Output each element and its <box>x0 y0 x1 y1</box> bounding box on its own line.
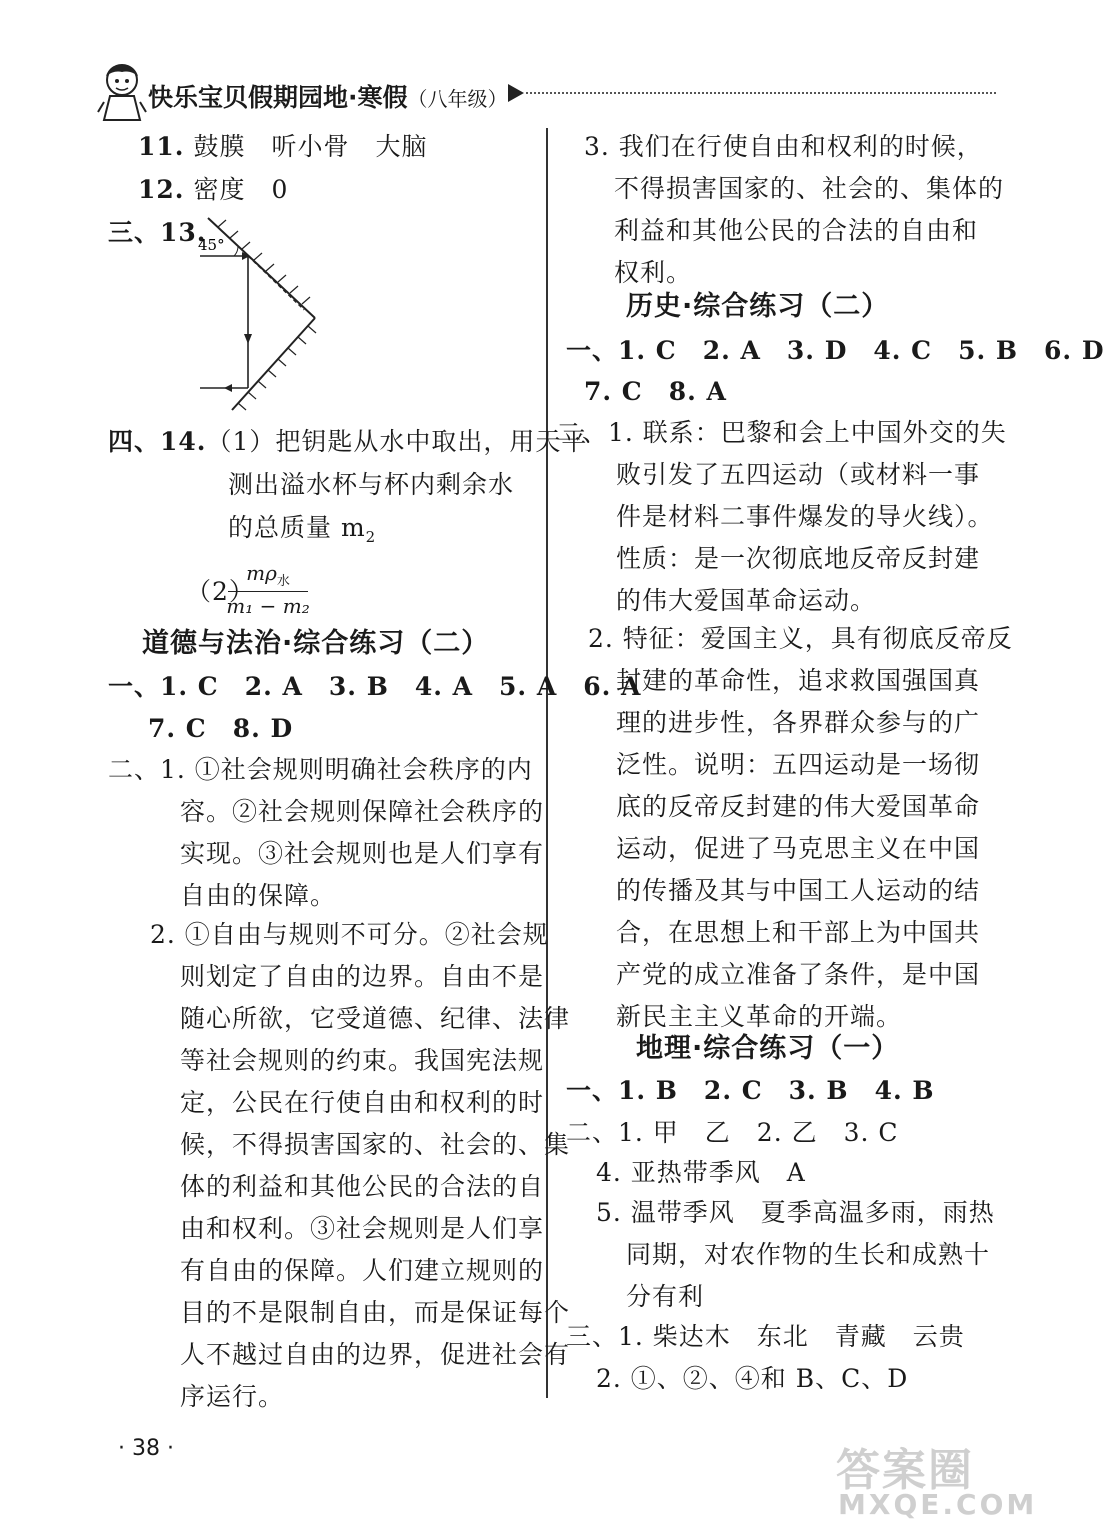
text-line: 的伟大爱国革命运动。 <box>616 586 877 615</box>
moral-mc-row1: 一、1. C 2. A 3. B 4. A 5. A 6. A <box>108 672 642 701</box>
text-line: 有自由的保障。人们建立规则的 <box>180 1256 545 1285</box>
text-line: 二、1. ①社会规则明确社会秩序的内 <box>108 755 533 784</box>
answer-text: （1）把钥匙从水中取出，用天平 <box>206 427 588 456</box>
subscript: 2 <box>365 528 377 546</box>
answer-text: 密度 0 <box>193 175 289 204</box>
text-line: 的传播及其与中国工人运动的结 <box>616 876 981 905</box>
answer-num: 三、13. <box>108 218 207 247</box>
mirror-reflection-diagram <box>190 212 330 417</box>
answer-num: 四、14. <box>108 427 207 456</box>
fraction-numerator <box>228 561 308 589</box>
header-dotted-rule <box>526 92 996 94</box>
text-line: 目的不是限制自由，而是保证每个 <box>180 1298 571 1327</box>
text-line: 人不越过自由的边界，促进社会有 <box>180 1340 571 1369</box>
history-mc-row2: 7. C 8. A <box>584 377 727 406</box>
answer-text: 的总质量 m <box>228 513 366 542</box>
answer-12 <box>138 175 288 205</box>
watermark-logo: 答案圈 <box>836 1445 974 1496</box>
answer-text: 鼓膜 听小骨 大脑 <box>193 132 428 161</box>
text-line: 权利。 <box>614 258 693 287</box>
text-line: 泛性。说明：五四运动是一场彻 <box>616 750 981 779</box>
text-line: 序运行。 <box>180 1382 285 1411</box>
page-number: · 38 · <box>118 1436 174 1461</box>
answer-num: 12. <box>138 175 185 204</box>
numerator-sub: 水 <box>276 574 290 589</box>
answer-num: 11. <box>138 132 185 161</box>
text-line: 实现。③社会规则也是人们享有 <box>180 839 545 868</box>
geo-answer-2-4: 4. 亚热带季风 A <box>596 1158 806 1187</box>
text-line: 定，公民在行使自由和权利的时 <box>180 1088 545 1117</box>
mascot-icon <box>96 62 148 130</box>
text-line: 封建的革命性，追求救国强国真 <box>616 666 981 695</box>
header-title: 快乐宝贝假期园地·寒假 <box>148 83 408 112</box>
geo-mc-row: 一、1. B 2. C 3. B 4. B <box>566 1076 935 1105</box>
text-line: 合，在思想上和干部上为中国共 <box>616 918 981 947</box>
text-line: 随心所欲，它受道德、纪律、法律 <box>180 1004 571 1033</box>
answer-14-line3 <box>228 513 376 552</box>
angle-label: 45° <box>198 236 225 254</box>
text-line: 底的反帝反封建的伟大爱国革命 <box>616 792 981 821</box>
section-title-history: 历史·综合练习（二） <box>626 291 890 322</box>
text-line: 件是材料二事件爆发的导火线）。 <box>616 502 994 531</box>
history-mc-row1: 一、1. C 2. A 3. D 4. C 5. B 6. D <box>566 336 1105 365</box>
text-line: 则划定了自由的边界。自由不是 <box>180 962 545 991</box>
text-line: 5. 温带季风 夏季高温多雨，雨热 <box>596 1198 995 1227</box>
text-line: 性质：是一次彻底地反帝反封建 <box>616 544 981 573</box>
fraction-denominator: m₁ − m₂ <box>226 594 310 618</box>
text-line: 产党的成立准备了条件，是中国 <box>616 960 981 989</box>
section-title-moral-law: 道德与法治·综合练习（二） <box>142 628 490 659</box>
fraction-bar <box>228 591 308 592</box>
text-line: 分有利 <box>626 1282 705 1311</box>
section-title-geography: 地理·综合练习（一） <box>636 1033 900 1064</box>
text-line: 自由的保障。 <box>180 881 337 910</box>
answer-14-part2-label: （2） <box>186 577 255 606</box>
arrow-icon <box>508 84 524 102</box>
text-line: 同期，对农作物的生长和成熟十 <box>626 1240 991 1269</box>
text-line: 运动，促进了马克思主义在中国 <box>616 834 981 863</box>
text-line: 败引发了五四运动（或材料一事 <box>616 460 981 489</box>
text-line: 体的利益和其他公民的合法的自 <box>180 1172 545 1201</box>
watermark-url: MXQE.COM <box>838 1488 1038 1521</box>
text-line: 2. ①自由与规则不可分。②社会规 <box>150 920 549 949</box>
moral-mc-row2: 7. C 8. D <box>148 714 294 743</box>
geo-answer-3-1: 三、1. 柴达木 东北 青藏 云贵 <box>566 1322 965 1351</box>
text-line: 候，不得损害国家的、社会的、集 <box>180 1130 571 1159</box>
text-line: 不得损害国家的、社会的、集体的 <box>614 174 1005 203</box>
text-line: 由和权利。③社会规则是人们享 <box>180 1214 545 1243</box>
column-divider <box>546 128 548 1398</box>
numerator-text: mρ <box>246 561 277 585</box>
answer-11 <box>138 132 427 162</box>
geo-answer-2-1: 二、1. 甲 乙 2. 乙 3. C <box>566 1118 899 1147</box>
text-line: 利益和其他公民的合法的自由和 <box>614 216 979 245</box>
text-line: 3. 我们在行使自由和权利的时候， <box>584 132 983 161</box>
text-line: 二、1. 联系：巴黎和会上中国外交的失 <box>556 418 1007 447</box>
text-line: 理的进步性，各界群众参与的广 <box>616 708 981 737</box>
answer-14-line1 <box>108 427 587 457</box>
text-line: 2. 特征：爱国主义，具有彻底反帝反 <box>588 624 1013 653</box>
geo-answer-3-2: 2. ①、②、④和 B、C、D <box>596 1364 909 1393</box>
text-line: 新民主主义革命的开端。 <box>616 1002 903 1031</box>
header-grade: （八年级） <box>407 87 508 111</box>
text-line: 容。②社会规则保障社会秩序的 <box>180 797 545 826</box>
text-line: 等社会规则的约束。我国宪法规 <box>180 1046 545 1075</box>
answer-14-line2: 测出溢水杯与杯内剩余水 <box>228 470 515 499</box>
